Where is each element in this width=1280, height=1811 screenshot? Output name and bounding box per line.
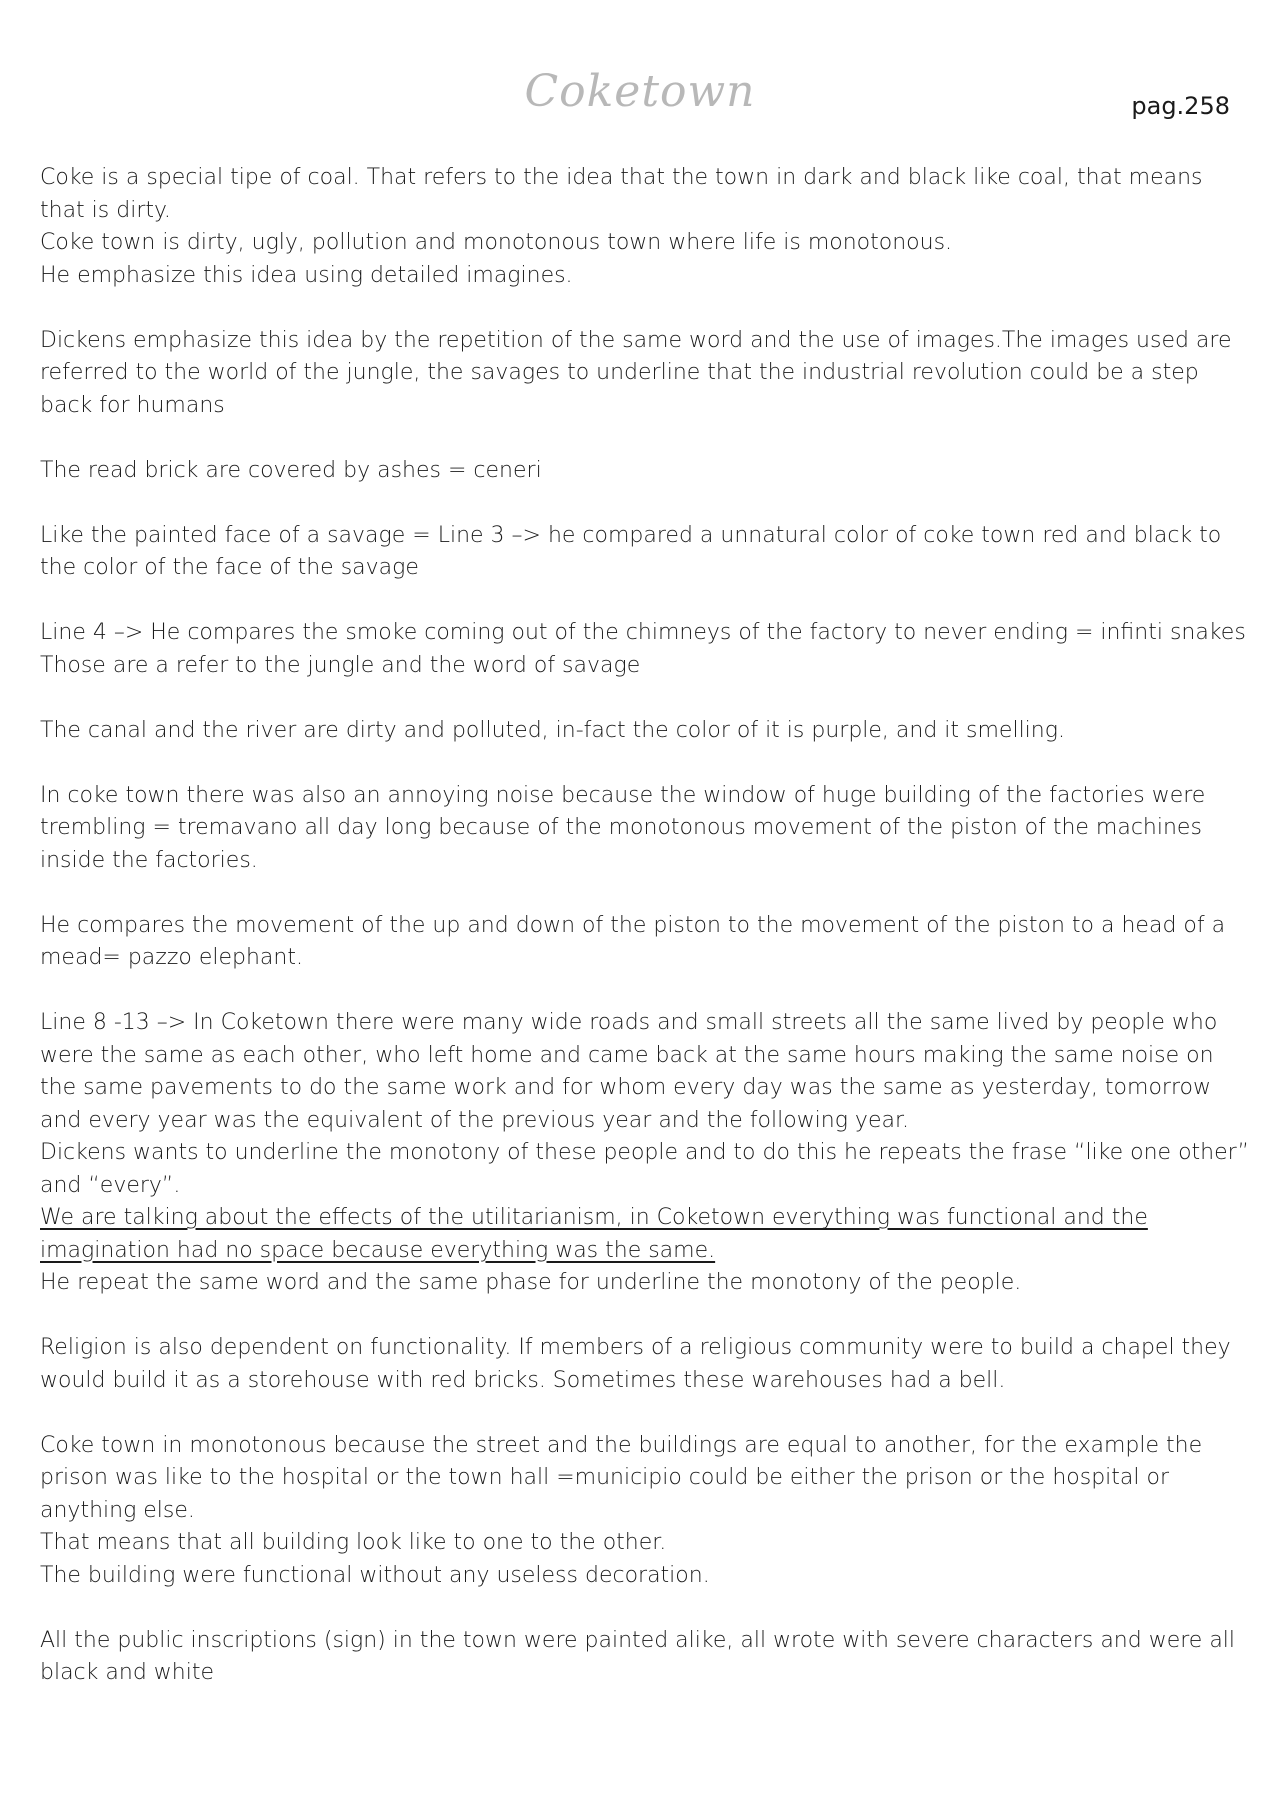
paragraph: Dickens emphasize this idea by the repetition of the same word and the use of images.The images used are referred to the world of the jungle, the savages to underline that the industrial revolution could be a step back for humans [40, 327, 1232, 418]
paragraph: Dickens wants to underline the monotony of these people and to do this he repeats the frase “like one other” and “every”. [40, 1140, 1250, 1198]
paragraph-gap [40, 487, 1252, 520]
paragraph: Coke is a special tipe of coal. That refers to the idea that the town in dark and black like coal, that means that is dirty. [40, 165, 1203, 223]
paragraph: He compares the movement of the up and down of the piston to the movement of the piston to a head of a mead= pazzo elephant. [40, 912, 1226, 970]
paragraph: The canal and the river are dirty and polluted, in-fact the color of it is purple, and it smelling. [40, 717, 1065, 743]
paragraph: Coke town in monotonous because the street and the buildings are equal to another, for the example the prison was like to the hospital or the town hall =municipio could be either the prison or the hospital or anything else. [40, 1432, 1203, 1523]
document-body [40, 162, 1252, 1690]
underlined-paragraph: We are talking about the effects of the utilitarianism, in Coketown everything was functional and the imagination had no space because everything was the same. [40, 1205, 1148, 1263]
paragraph-gap [40, 1300, 1252, 1333]
paragraph: He emphasize this idea using detailed imagines. [40, 262, 573, 288]
paragraph-gap [40, 292, 1252, 325]
paragraph-gap [40, 877, 1252, 910]
paragraph: All the public inscriptions (sign) in the town were painted alike, all wrote with severe characters and were all black and white [40, 1627, 1236, 1685]
paragraph: That means that all building look like to one to the other. [40, 1530, 667, 1555]
paragraph: Those are a refer to the jungle and the word of savage [40, 652, 641, 678]
paragraph-gap [40, 1397, 1252, 1430]
paragraph-gap [40, 747, 1252, 780]
paragraph: The read brick are covered by ashes = ceneri [40, 457, 542, 483]
paragraph-gap [40, 1592, 1252, 1625]
paragraph-gap [40, 975, 1252, 1008]
paragraph-gap [40, 422, 1252, 455]
paragraph: Religion is also dependent on functionality. If members of a religious community were to build a chapel they would build it as a storehouse with red bricks. Sometimes these warehouses had a bell. [40, 1335, 1231, 1393]
paragraph: Line 4 –> He compares the smoke coming out of the chimneys of the factory to never ending = infinti snakes [40, 620, 1246, 645]
paragraph-gap [40, 682, 1252, 715]
paragraph: Like the painted face of a savage = Line 3 –> he compared a unnatural color of coke town red and black to the color of the face of the savage [40, 522, 1222, 580]
page-title: Coketown [524, 66, 756, 117]
paragraph: Line 8 -13 –> In Coketown there were many wide roads and small streets all the same lived by people who were the same as each other, who left home and came back at the same hours making the same noise on the same pavements to do the same work and for whom every day was the same as yesterday, tomorrow and every year was the equivalent of the previous year and the following year. [40, 1010, 1218, 1133]
page-number: pag.258 [1131, 92, 1230, 120]
paragraph: He repeat the same word and the same phase for underline the monotony of the people. [40, 1270, 1022, 1295]
paragraph: The building were functional without any useless decoration. [40, 1562, 710, 1588]
paragraph: Coke town is dirty, ugly, pollution and monotonous town where life is monotonous. [40, 230, 953, 255]
paragraph: In coke town there was also an annoying noise because the window of huge building of the factories were trembling = tremavano all day long because of the monotonous movement of the piston of the machines inside the factories. [40, 782, 1206, 873]
paragraph-gap [40, 585, 1252, 618]
